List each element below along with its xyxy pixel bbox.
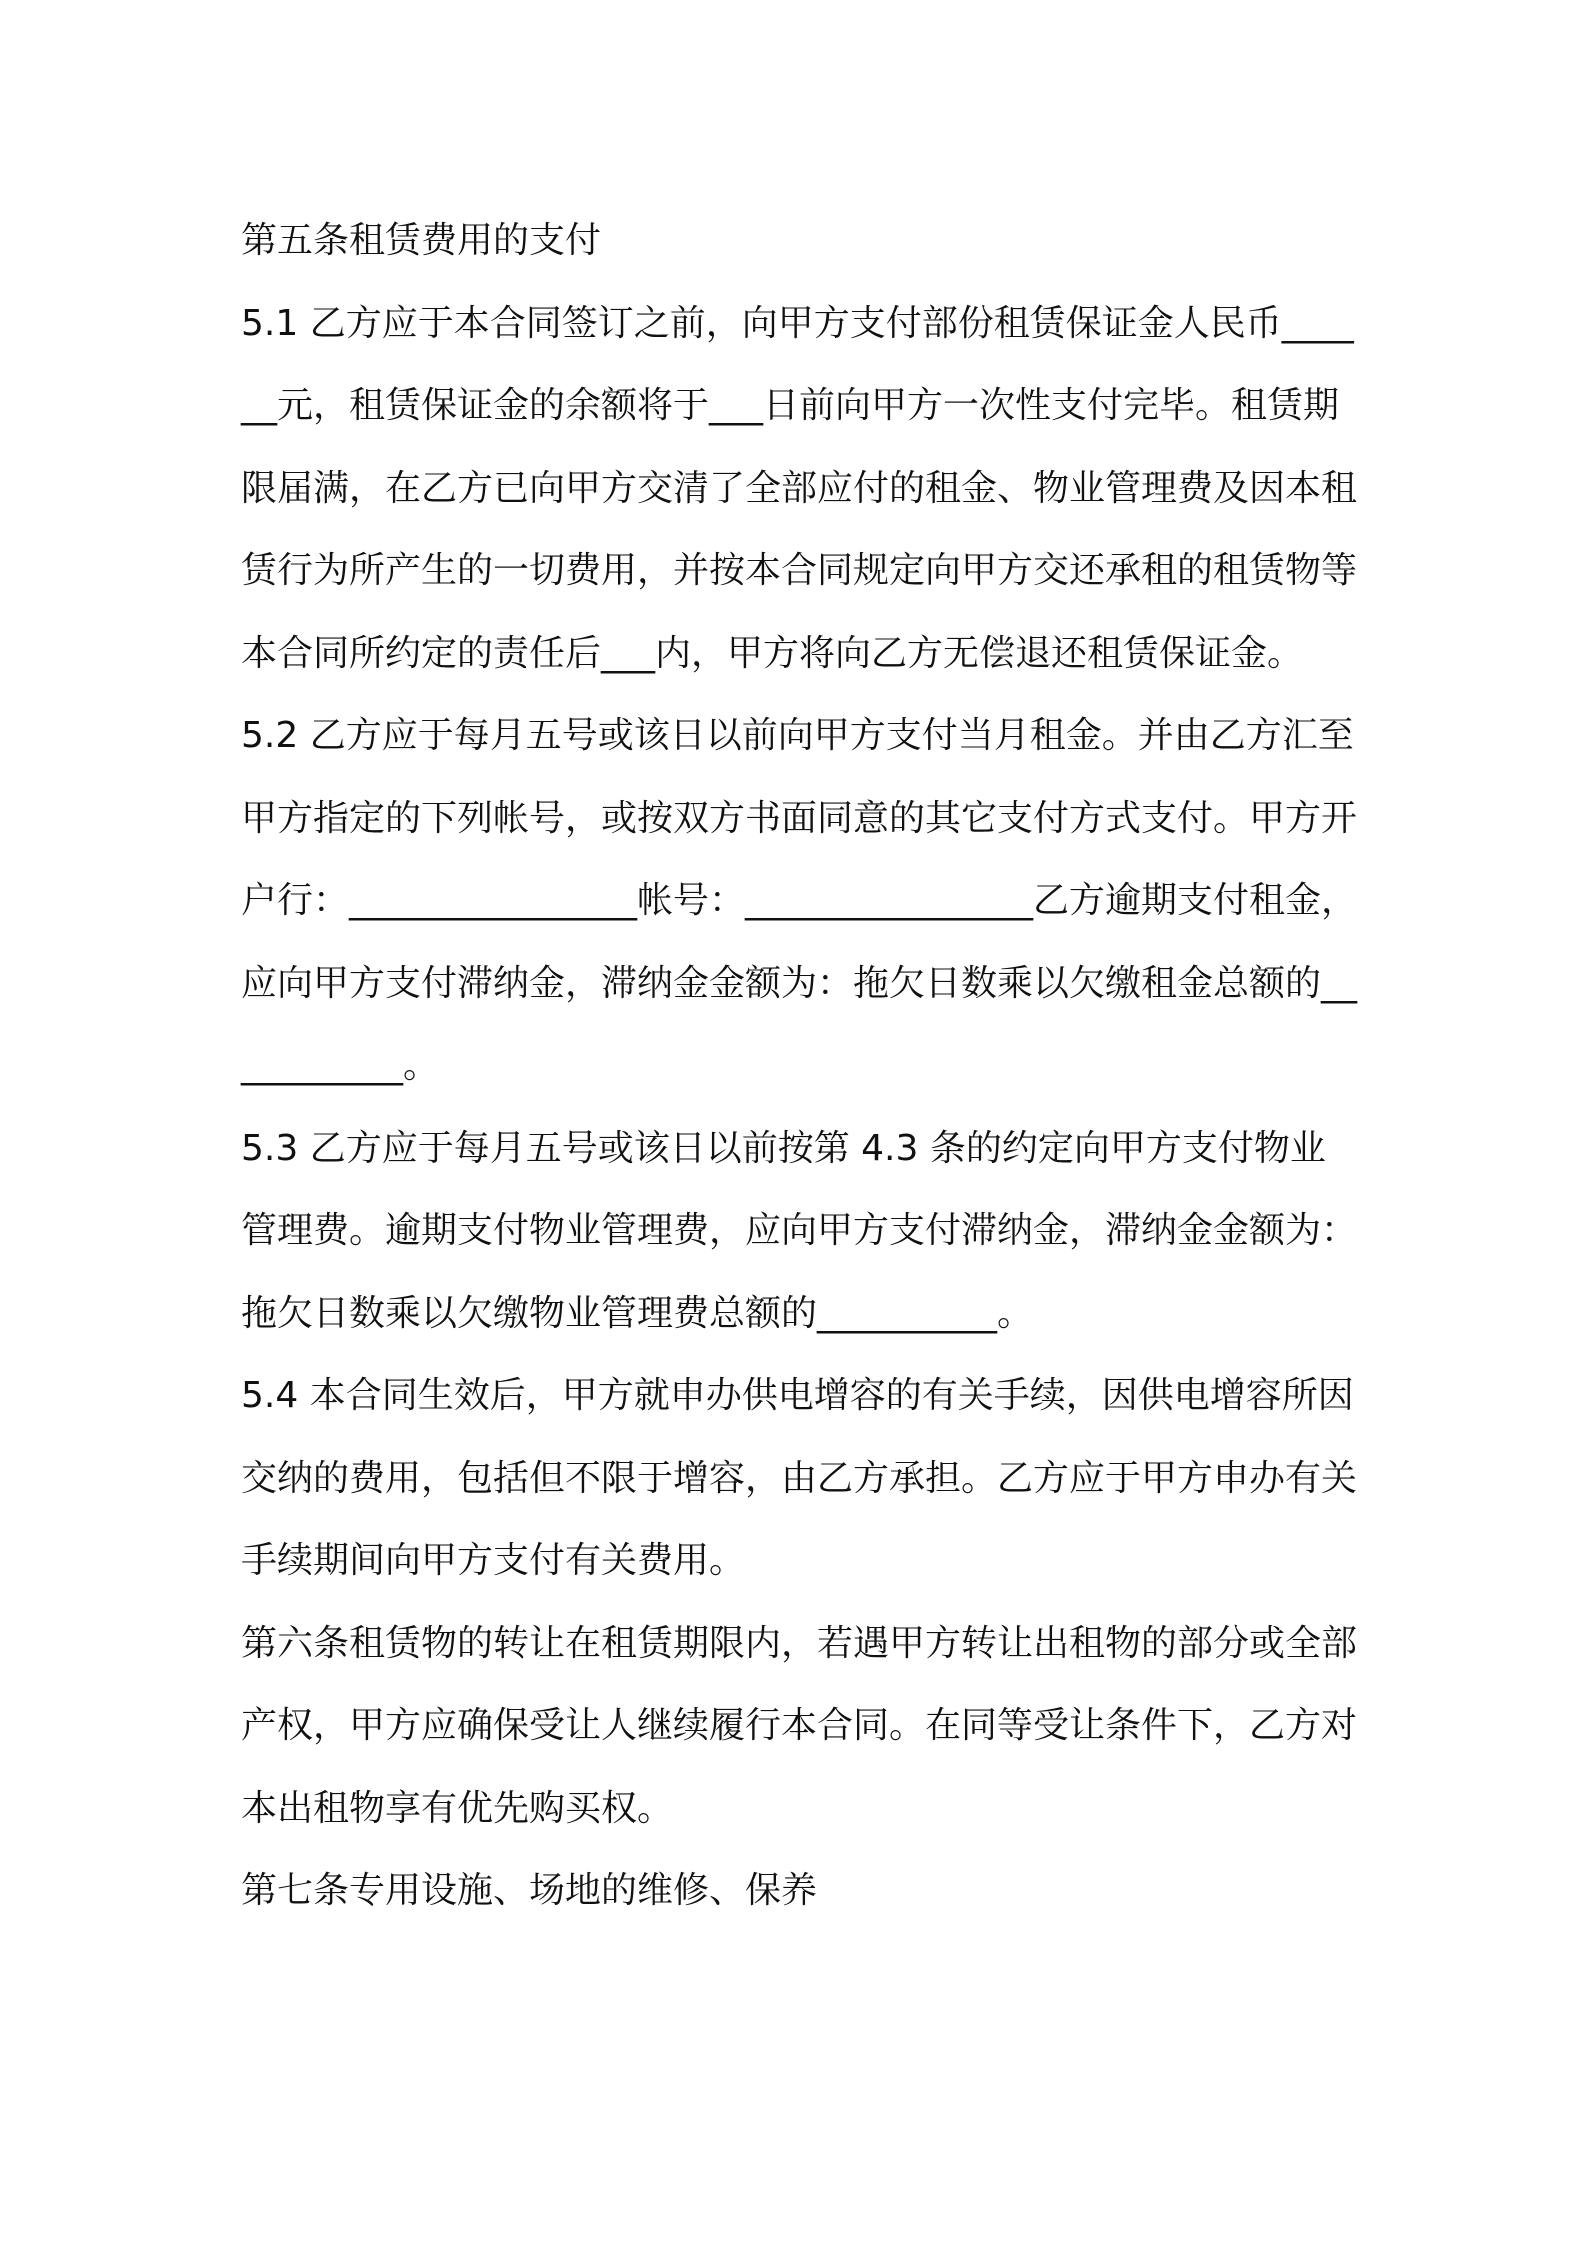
section-heading-5: 第五条租赁费用的支付	[241, 220, 602, 261]
clause-5-2: 5.2 乙方应于每月五号或该日以前向甲方支付当月租金。并由乙方汇至甲方指定的下列帐号，或按双方书面同意的其它支付方式支付。甲方开户行：________________帐号：________________乙方逾期支付租金，应向甲方支付滞纳金，滞纳金金额为：拖欠日数乘以欠缴租金总额的___________。	[241, 715, 1358, 1086]
section-heading-7: 第七条专用设施、场地的维修、保养	[241, 1870, 818, 1911]
clause-5-1: 5.1 乙方应于本合同签订之前，向甲方支付部份租赁保证金人民币______元，租赁保证金的余额将于___日前向甲方一次性支付完毕。租赁期限届满，在乙方已向甲方交清了全部应付的租金、物业管理费及因本租赁行为所产生的一切费用，并按本合同规定向甲方交还承租的租赁物等本合同所约定的责任后___内，甲方将向乙方无偿退还租赁保证金。	[241, 302, 1358, 674]
section-6-paragraph: 第六条租赁物的转让在租赁期限内，若遇甲方转让出租物的部分或全部产权，甲方应确保受让人继续履行本合同。在同等受让条件下，乙方对本出租物享有优先购买权。	[241, 1622, 1358, 1829]
clause-5-4: 5.4 本合同生效后，甲方就申办供电增容的有关手续，因供电增容所因交纳的费用，包括但不限于增容，由乙方承担。乙方应于甲方申办有关手续期间向甲方支付有关费用。	[241, 1375, 1358, 1581]
document-body	[241, 200, 1361, 1933]
clause-5-3: 5.3 乙方应于每月五号或该日以前按第 4.3 条的约定向甲方支付物业管理费。逾期支付物业管理费，应向甲方支付滞纳金，滞纳金金额为：拖欠日数乘以欠缴物业管理费总额的__________。	[241, 1127, 1358, 1334]
